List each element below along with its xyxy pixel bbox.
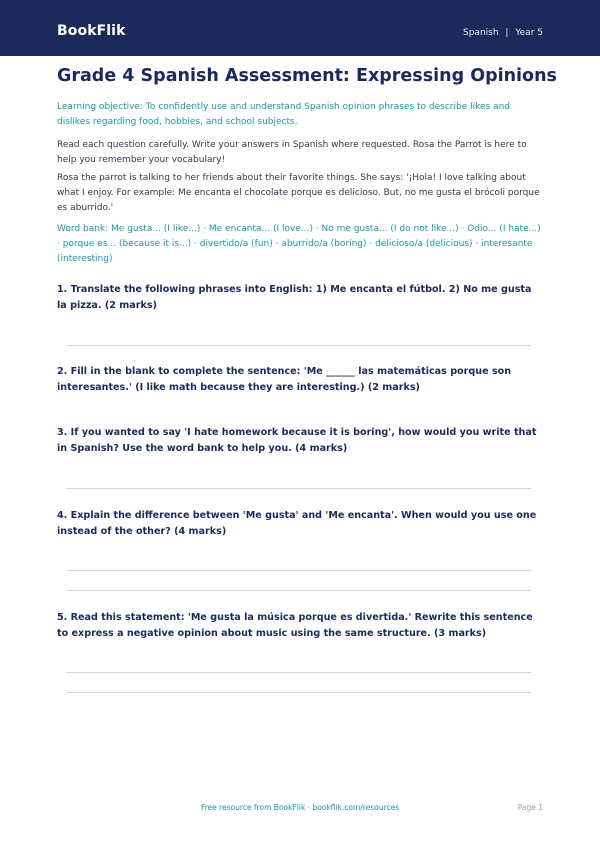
subject-year-label <box>463 28 543 38</box>
answer-line[interactable] <box>67 672 531 673</box>
answer-line[interactable] <box>67 488 531 489</box>
question-5: 5. Read this statement: 'Me gusta la música porque es divertida.' Rewrite this sentence to express a negative opinion about music using the same structure. (3 marks) <box>57 612 533 639</box>
story-text: Rosa the parrot is talking to her friends about their favorite things. She says: '¡Hola! I love talking about what I enjoy. For example: Me encanta el chocolate porque es delicioso. But, no me gusta el brócoli porque es aburrido.' <box>57 173 540 213</box>
question-3: 3. If you wanted to say 'I hate homework because it is boring', how would you write that in Spanish? Use the word bank to help you. (4 marks) <box>57 427 537 454</box>
instructions: Read each question carefully. Write your answers in Spanish where requested. Rosa the Parrot is here to help you remember your vocabulary! <box>57 140 527 165</box>
question-2: 2. Fill in the blank to complete the sentence: 'Me ______ las matemáticas porque son interesantes.' (I like math because they are interesting.) (2 marks) <box>57 366 512 393</box>
year-label: Year 5 <box>515 28 543 38</box>
word-bank: Word bank: Me gusta... (I like...) · Me encanta... (I love...) · No me gusta... (I do not like...) · Odio... (I hate...) · porque es... (because it is...) · divertido/a (fun) · aburrido/a (boring) · delicioso/a (delicious) · interesante (interesting) <box>57 224 541 264</box>
answer-line[interactable] <box>67 692 531 693</box>
question-1: 1. Translate the following phrases into English: 1) Me encanta el fútbol. 2) No me gusta la pizza. (2 marks) <box>57 284 532 311</box>
footer-credit[interactable]: Free resource from BookFlik · bookflik.com/resources <box>200 803 400 812</box>
header-separator: | <box>505 28 509 38</box>
answer-line[interactable] <box>67 345 531 346</box>
brand-logo: BookFlik <box>57 23 126 39</box>
answer-line[interactable] <box>67 570 531 571</box>
page-header <box>0 0 600 56</box>
answer-line[interactable] <box>67 590 531 591</box>
page-number: Page 1 <box>517 803 543 812</box>
subject-label: Spanish <box>463 28 499 38</box>
page-title: Grade 4 Spanish Assessment: Expressing Opinions <box>57 66 557 86</box>
learning-objective: Learning objective: To confidently use and understand Spanish opinion phrases to describe likes and dislikes regarding food, hobbies, and school subjects. <box>57 102 511 127</box>
question-4: 4. Explain the difference between 'Me gusta' and 'Me encanta'. When would you use one instead of the other? (4 marks) <box>57 510 537 537</box>
